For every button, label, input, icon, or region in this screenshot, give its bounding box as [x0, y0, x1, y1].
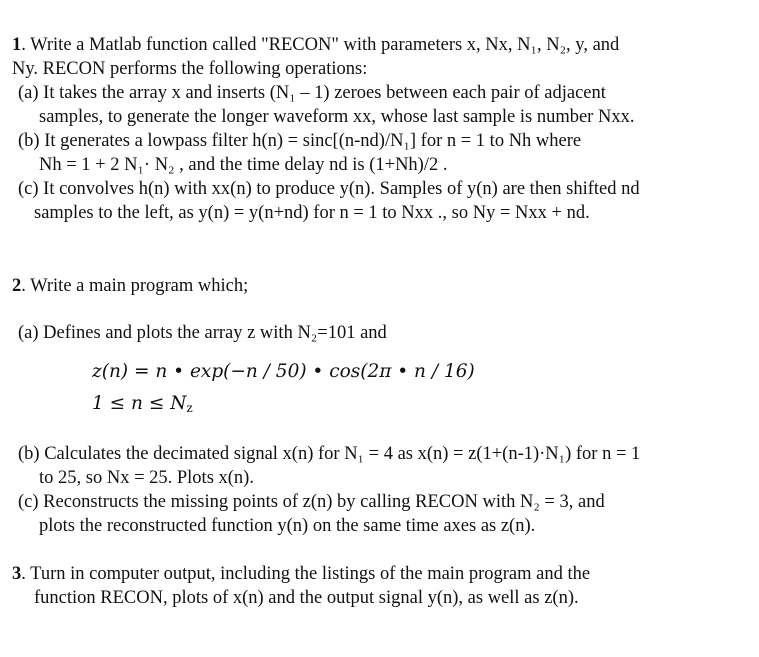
q1-part-b-line-1: (b) It generates a lowpass filter h(n) = sinc[(n-nd)/N₁] for n = 1 to Nh where: [18, 131, 582, 151]
equation-n-range-subscript: z: [186, 401, 193, 415]
q3-line-2: function RECON, plots of x(n) and the output signal y(n), as well as z(n).: [34, 588, 579, 608]
q2-part-a-line-1: (a) Defines and plots the array z with N₂=101 and: [18, 323, 387, 343]
q1-part-a-line-1: (a) It takes the array x and inserts (N₁ – 1) zeroes between each pair of adjacent: [18, 83, 606, 103]
q2-text-1: . Write a main program which;: [21, 276, 249, 296]
q2-line-1: [12, 275, 248, 297]
q2-part-c-line-1: (c) Reconstructs the missing points of z(n) by calling RECON with N₂ = 3, and: [18, 492, 605, 512]
equation-z-definition: [92, 361, 475, 383]
equation-n-range: [92, 393, 193, 415]
q1-number: 1: [12, 35, 22, 55]
q1-line-2: Ny. RECON performs the following operations:: [12, 59, 368, 79]
q1-part-b-line-2: Nh = 1 + 2 N₁· N₂ , and the time delay nd is (1+Nh)/2 .: [39, 155, 448, 175]
equation-n-range-text: 1 ≤ n ≤ N: [92, 393, 187, 414]
q1-line-1: [12, 34, 619, 56]
q2-number: 2: [12, 276, 22, 296]
q2-part-b-line-1: (b) Calculates the decimated signal x(n) for N₁ = 4 as x(n) = z(1+(n-1)·N₁) for n = 1: [18, 444, 641, 464]
q2-part-b-line-2: to 25, so Nx = 25. Plots x(n).: [39, 468, 254, 488]
equation-z-text: z(n) = n • exp(−n / 50) • cos(2π • n / 16): [92, 361, 475, 382]
q1-text-1: . Write a Matlab function called "RECON" with parameters x, Nx, N₁, N₂, y, and: [21, 35, 620, 55]
q3-line-1: [12, 563, 590, 585]
q1-part-c-line-2: samples to the left, as y(n) = y(n+nd) for n = 1 to Nxx ., so Ny = Nxx + nd.: [34, 203, 590, 223]
q2-part-c-line-2: plots the reconstructed function y(n) on the same time axes as z(n).: [39, 516, 536, 536]
q1-part-c-line-1: (c) It convolves h(n) with xx(n) to produce y(n). Samples of y(n) are then shifted nd: [18, 179, 640, 199]
q1-part-a-line-2: samples, to generate the longer waveform xx, whose last sample is number Nxx.: [39, 107, 635, 127]
q3-text-1: . Turn in computer output, including the listings of the main program and the: [21, 564, 591, 584]
q3-number: 3: [12, 564, 22, 584]
